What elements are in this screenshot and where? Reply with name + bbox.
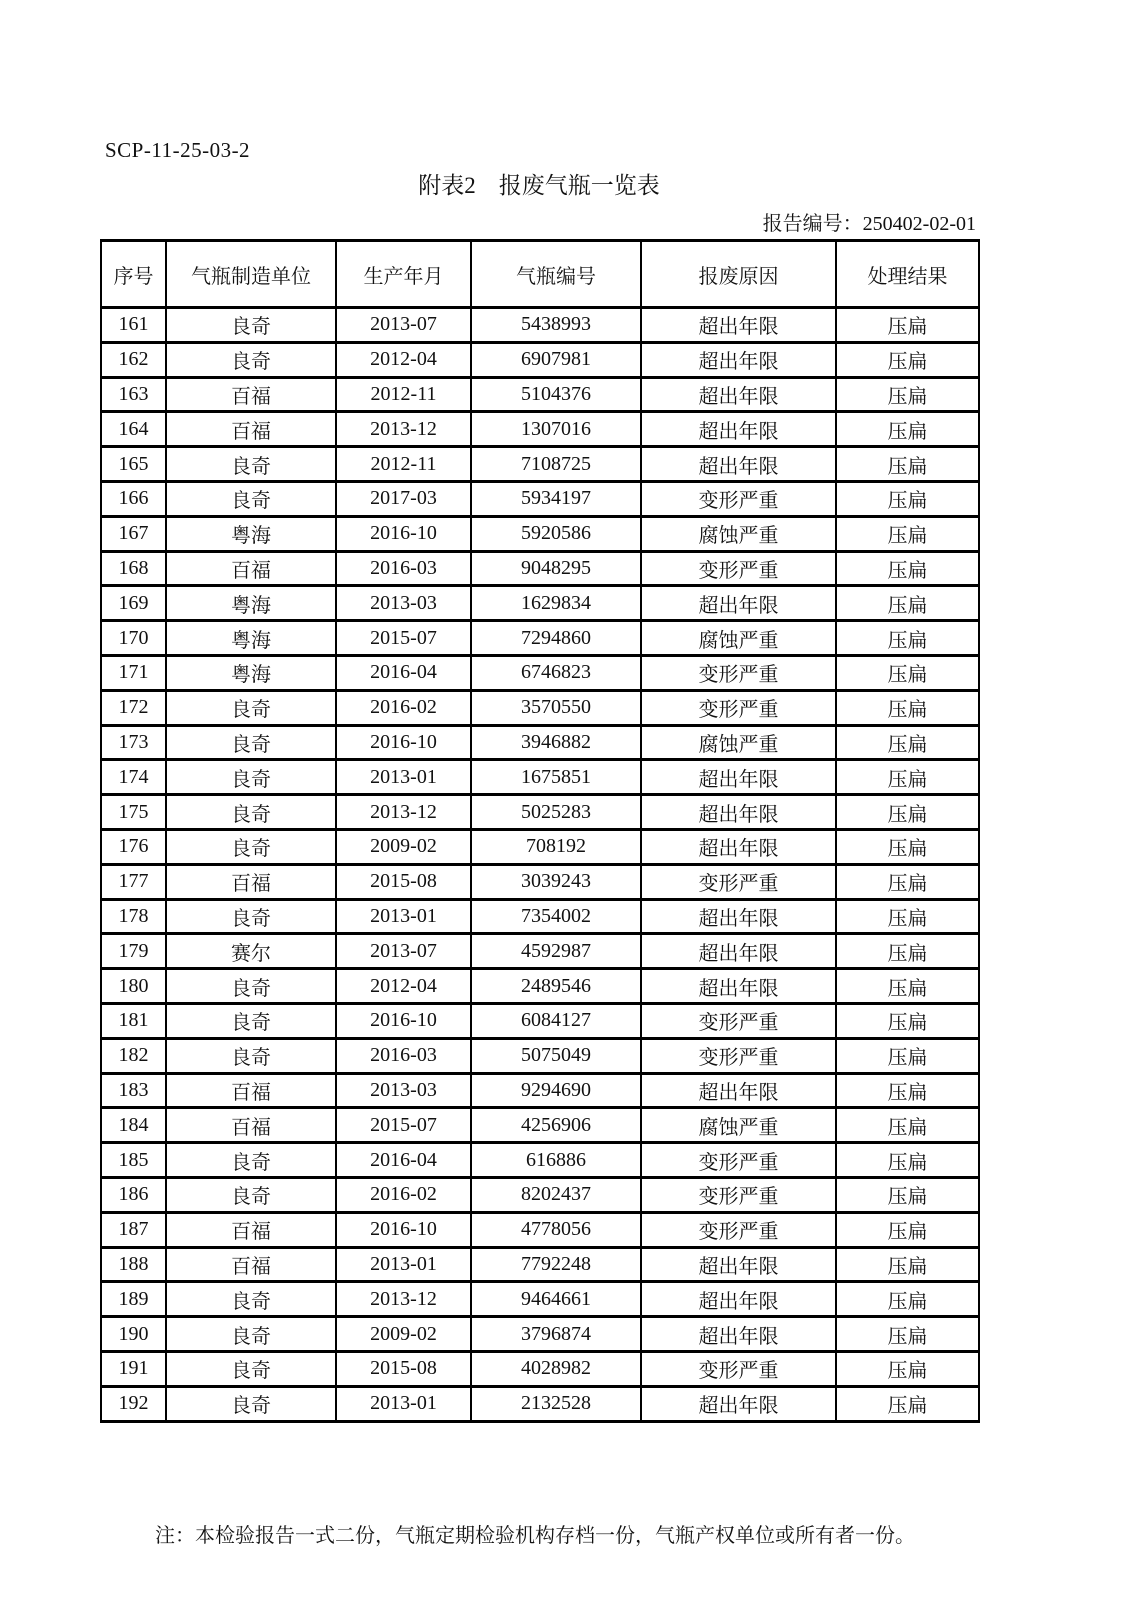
cell-no: 177	[101, 864, 166, 899]
cell-prod_date: 2016-03	[336, 1038, 471, 1073]
cell-result: 压扁	[836, 586, 979, 621]
cell-scrap_reason: 超出年限	[641, 795, 836, 830]
cell-scrap_reason: 超出年限	[641, 447, 836, 482]
table-row	[101, 1317, 979, 1352]
cell-no: 180	[101, 969, 166, 1004]
cell-manufacturer: 良奇	[166, 795, 336, 830]
table-row	[101, 1038, 979, 1073]
cell-result: 压扁	[836, 1282, 979, 1317]
cell-scrap_reason: 变形严重	[641, 690, 836, 725]
cell-manufacturer: 百福	[166, 1108, 336, 1143]
cell-cylinder_no: 5025283	[471, 795, 641, 830]
cell-scrap_reason: 超出年限	[641, 342, 836, 377]
scrap-cylinder-table	[100, 239, 980, 1423]
cell-prod_date: 2013-03	[336, 586, 471, 621]
cell-cylinder_no: 4028982	[471, 1351, 641, 1386]
cell-cylinder_no: 9464661	[471, 1282, 641, 1317]
cell-scrap_reason: 变形严重	[641, 1143, 836, 1178]
cell-result: 压扁	[836, 447, 979, 482]
cell-cylinder_no: 5075049	[471, 1038, 641, 1073]
cell-scrap_reason: 腐蚀严重	[641, 725, 836, 760]
cell-cylinder_no: 9048295	[471, 551, 641, 586]
cell-no: 182	[101, 1038, 166, 1073]
table-row	[101, 621, 979, 656]
cell-cylinder_no: 4592987	[471, 934, 641, 969]
cell-manufacturer: 良奇	[166, 342, 336, 377]
cell-scrap_reason: 变形严重	[641, 1212, 836, 1247]
cell-result: 压扁	[836, 377, 979, 412]
cell-manufacturer: 良奇	[166, 1003, 336, 1038]
cell-manufacturer: 良奇	[166, 899, 336, 934]
footer-note: 注：本检验报告一式二份，气瓶定期检验机构存档一份，气瓶产权单位或所有者一份。	[155, 1524, 915, 1547]
cell-result: 压扁	[836, 1038, 979, 1073]
cell-scrap_reason: 变形严重	[641, 551, 836, 586]
cell-result: 压扁	[836, 481, 979, 516]
cell-scrap_reason: 超出年限	[641, 1073, 836, 1108]
cell-result: 压扁	[836, 690, 979, 725]
cell-scrap_reason: 超出年限	[641, 899, 836, 934]
cell-prod_date: 2015-07	[336, 1108, 471, 1143]
cell-prod_date: 2016-10	[336, 1003, 471, 1038]
cell-prod_date: 2009-02	[336, 1317, 471, 1352]
cell-manufacturer: 良奇	[166, 481, 336, 516]
cell-no: 188	[101, 1247, 166, 1282]
table-row	[101, 690, 979, 725]
cell-no: 169	[101, 586, 166, 621]
cell-cylinder_no: 708192	[471, 829, 641, 864]
cell-result: 压扁	[836, 342, 979, 377]
cell-cylinder_no: 1307016	[471, 412, 641, 447]
cell-prod_date: 2013-12	[336, 412, 471, 447]
cell-no: 183	[101, 1073, 166, 1108]
table-row	[101, 586, 979, 621]
cell-scrap_reason: 腐蚀严重	[641, 621, 836, 656]
cell-result: 压扁	[836, 1003, 979, 1038]
cell-result: 压扁	[836, 551, 979, 586]
table-row	[101, 1247, 979, 1282]
cell-scrap_reason: 变形严重	[641, 864, 836, 899]
cell-scrap_reason: 变形严重	[641, 655, 836, 690]
cell-prod_date: 2016-02	[336, 690, 471, 725]
cell-no: 190	[101, 1317, 166, 1352]
cell-manufacturer: 良奇	[166, 1177, 336, 1212]
cell-prod_date: 2016-03	[336, 551, 471, 586]
cell-no: 167	[101, 516, 166, 551]
cell-no: 174	[101, 760, 166, 795]
cell-result: 压扁	[836, 1351, 979, 1386]
cell-prod_date: 2012-11	[336, 377, 471, 412]
cell-manufacturer: 良奇	[166, 760, 336, 795]
cell-no: 165	[101, 447, 166, 482]
table-row	[101, 377, 979, 412]
cell-prod_date: 2017-03	[336, 481, 471, 516]
cell-result: 压扁	[836, 1386, 979, 1421]
table-row	[101, 447, 979, 482]
cell-scrap_reason: 超出年限	[641, 1386, 836, 1421]
cell-result: 压扁	[836, 760, 979, 795]
cell-scrap_reason: 腐蚀严重	[641, 1108, 836, 1143]
cell-cylinder_no: 3570550	[471, 690, 641, 725]
cell-no: 178	[101, 899, 166, 934]
cell-result: 压扁	[836, 1143, 979, 1178]
cell-result: 压扁	[836, 829, 979, 864]
cell-manufacturer: 粤海	[166, 655, 336, 690]
cell-prod_date: 2016-10	[336, 516, 471, 551]
cell-result: 压扁	[836, 308, 979, 343]
cell-no: 186	[101, 1177, 166, 1212]
cell-prod_date: 2013-12	[336, 1282, 471, 1317]
cell-no: 181	[101, 1003, 166, 1038]
report-number: 报告编号：250402-02-01	[762, 213, 976, 235]
cell-no: 189	[101, 1282, 166, 1317]
cell-prod_date: 2013-01	[336, 1386, 471, 1421]
cell-scrap_reason: 超出年限	[641, 412, 836, 447]
cell-scrap_reason: 超出年限	[641, 934, 836, 969]
table-row	[101, 1003, 979, 1038]
cell-no: 172	[101, 690, 166, 725]
cell-manufacturer: 良奇	[166, 447, 336, 482]
cell-no: 163	[101, 377, 166, 412]
cell-scrap_reason: 变形严重	[641, 1003, 836, 1038]
doc-code: SCP-11-25-03-2	[105, 138, 251, 162]
cell-prod_date: 2016-04	[336, 1143, 471, 1178]
cell-cylinder_no: 6084127	[471, 1003, 641, 1038]
cell-cylinder_no: 5920586	[471, 516, 641, 551]
cell-result: 压扁	[836, 934, 979, 969]
table-row	[101, 969, 979, 1004]
cell-cylinder_no: 5934197	[471, 481, 641, 516]
cell-no: 175	[101, 795, 166, 830]
table-row	[101, 516, 979, 551]
cell-cylinder_no: 3039243	[471, 864, 641, 899]
cell-prod_date: 2015-08	[336, 1351, 471, 1386]
table-row	[101, 1212, 979, 1247]
table-row	[101, 1073, 979, 1108]
table-row	[101, 551, 979, 586]
cell-cylinder_no: 4256906	[471, 1108, 641, 1143]
cell-manufacturer: 赛尔	[166, 934, 336, 969]
cell-scrap_reason: 超出年限	[641, 586, 836, 621]
cell-manufacturer: 百福	[166, 1247, 336, 1282]
cell-prod_date: 2012-04	[336, 969, 471, 1004]
cell-scrap_reason: 变形严重	[641, 481, 836, 516]
table-row	[101, 342, 979, 377]
cell-scrap_reason: 超出年限	[641, 829, 836, 864]
cell-no: 184	[101, 1108, 166, 1143]
table-header-row	[101, 241, 979, 308]
cell-cylinder_no: 7294860	[471, 621, 641, 656]
cell-manufacturer: 百福	[166, 412, 336, 447]
cell-result: 压扁	[836, 1177, 979, 1212]
cell-manufacturer: 良奇	[166, 1282, 336, 1317]
cell-prod_date: 2013-01	[336, 899, 471, 934]
cell-no: 176	[101, 829, 166, 864]
cell-no: 185	[101, 1143, 166, 1178]
column-header-result: 处理结果	[836, 241, 979, 308]
cell-result: 压扁	[836, 795, 979, 830]
cell-cylinder_no: 1675851	[471, 760, 641, 795]
cell-prod_date: 2013-12	[336, 795, 471, 830]
cell-no: 161	[101, 308, 166, 343]
table-row	[101, 1108, 979, 1143]
cell-cylinder_no: 7354002	[471, 899, 641, 934]
table-row	[101, 655, 979, 690]
cell-cylinder_no: 3946882	[471, 725, 641, 760]
cell-manufacturer: 良奇	[166, 829, 336, 864]
cell-no: 168	[101, 551, 166, 586]
table-row	[101, 934, 979, 969]
cell-prod_date: 2016-04	[336, 655, 471, 690]
cell-scrap_reason: 变形严重	[641, 1038, 836, 1073]
table-row	[101, 725, 979, 760]
table-row	[101, 1386, 979, 1421]
column-header-cylinder-no: 气瓶编号	[471, 241, 641, 308]
cell-scrap_reason: 超出年限	[641, 1282, 836, 1317]
column-header-prod-date: 生产年月	[336, 241, 471, 308]
cell-scrap_reason: 变形严重	[641, 1351, 836, 1386]
cell-manufacturer: 百福	[166, 377, 336, 412]
cell-prod_date: 2013-01	[336, 760, 471, 795]
cell-prod_date: 2013-03	[336, 1073, 471, 1108]
cell-cylinder_no: 7108725	[471, 447, 641, 482]
table-row	[101, 1282, 979, 1317]
table-row	[101, 1351, 979, 1386]
table-row	[101, 829, 979, 864]
cell-prod_date: 2016-10	[336, 1212, 471, 1247]
cell-prod_date: 2013-07	[336, 308, 471, 343]
table-row	[101, 412, 979, 447]
cell-manufacturer: 良奇	[166, 1317, 336, 1352]
cell-manufacturer: 良奇	[166, 1351, 336, 1386]
cell-result: 压扁	[836, 969, 979, 1004]
cell-result: 压扁	[836, 1073, 979, 1108]
cell-prod_date: 2012-11	[336, 447, 471, 482]
cell-manufacturer: 百福	[166, 1212, 336, 1247]
cell-result: 压扁	[836, 1212, 979, 1247]
cell-manufacturer: 百福	[166, 1073, 336, 1108]
cell-prod_date: 2016-10	[336, 725, 471, 760]
cell-scrap_reason: 超出年限	[641, 969, 836, 1004]
cell-result: 压扁	[836, 1108, 979, 1143]
cell-manufacturer: 粤海	[166, 621, 336, 656]
cell-no: 170	[101, 621, 166, 656]
table-row	[101, 899, 979, 934]
cell-no: 191	[101, 1351, 166, 1386]
page-title: 附表2 报废气瓶一览表	[418, 173, 660, 198]
cell-manufacturer: 百福	[166, 551, 336, 586]
cell-result: 压扁	[836, 1317, 979, 1352]
cell-scrap_reason: 超出年限	[641, 308, 836, 343]
cell-manufacturer: 粤海	[166, 586, 336, 621]
cell-cylinder_no: 8202437	[471, 1177, 641, 1212]
cell-cylinder_no: 5104376	[471, 377, 641, 412]
cell-no: 166	[101, 481, 166, 516]
cell-cylinder_no: 2489546	[471, 969, 641, 1004]
cell-scrap_reason: 超出年限	[641, 377, 836, 412]
cell-prod_date: 2013-07	[336, 934, 471, 969]
cell-prod_date: 2009-02	[336, 829, 471, 864]
table-body	[101, 308, 979, 1422]
cell-cylinder_no: 5438993	[471, 308, 641, 343]
cell-result: 压扁	[836, 516, 979, 551]
cell-no: 192	[101, 1386, 166, 1421]
cell-manufacturer: 良奇	[166, 725, 336, 760]
cell-scrap_reason: 腐蚀严重	[641, 516, 836, 551]
table-row	[101, 308, 979, 343]
cell-prod_date: 2015-07	[336, 621, 471, 656]
cell-no: 187	[101, 1212, 166, 1247]
cell-result: 压扁	[836, 621, 979, 656]
cell-no: 173	[101, 725, 166, 760]
table-row	[101, 760, 979, 795]
cell-cylinder_no: 2132528	[471, 1386, 641, 1421]
cell-manufacturer: 良奇	[166, 690, 336, 725]
cell-prod_date: 2012-04	[336, 342, 471, 377]
cell-no: 171	[101, 655, 166, 690]
cell-cylinder_no: 9294690	[471, 1073, 641, 1108]
cell-manufacturer: 良奇	[166, 1386, 336, 1421]
cell-cylinder_no: 616886	[471, 1143, 641, 1178]
cell-manufacturer: 良奇	[166, 1143, 336, 1178]
table-row	[101, 1177, 979, 1212]
cell-result: 压扁	[836, 899, 979, 934]
cell-manufacturer: 良奇	[166, 969, 336, 1004]
cell-cylinder_no: 1629834	[471, 586, 641, 621]
cell-manufacturer: 粤海	[166, 516, 336, 551]
cell-cylinder_no: 3796874	[471, 1317, 641, 1352]
cell-cylinder_no: 6907981	[471, 342, 641, 377]
table-row	[101, 795, 979, 830]
cell-manufacturer: 良奇	[166, 1038, 336, 1073]
cell-scrap_reason: 变形严重	[641, 1177, 836, 1212]
cell-no: 164	[101, 412, 166, 447]
cell-scrap_reason: 超出年限	[641, 760, 836, 795]
cell-manufacturer: 良奇	[166, 308, 336, 343]
cell-prod_date: 2015-08	[336, 864, 471, 899]
column-header-scrap-reason: 报废原因	[641, 241, 836, 308]
table-row	[101, 481, 979, 516]
cell-prod_date: 2013-01	[336, 1247, 471, 1282]
cell-cylinder_no: 6746823	[471, 655, 641, 690]
cell-cylinder_no: 7792248	[471, 1247, 641, 1282]
cell-cylinder_no: 4778056	[471, 1212, 641, 1247]
cell-result: 压扁	[836, 864, 979, 899]
cell-no: 162	[101, 342, 166, 377]
table-row	[101, 864, 979, 899]
table-row	[101, 1143, 979, 1178]
cell-result: 压扁	[836, 655, 979, 690]
cell-no: 179	[101, 934, 166, 969]
column-header-manufacturer: 气瓶制造单位	[166, 241, 336, 308]
cell-prod_date: 2016-02	[336, 1177, 471, 1212]
cell-result: 压扁	[836, 1247, 979, 1282]
cell-result: 压扁	[836, 412, 979, 447]
cell-result: 压扁	[836, 725, 979, 760]
cell-scrap_reason: 超出年限	[641, 1247, 836, 1282]
cell-manufacturer: 百福	[166, 864, 336, 899]
column-header-serial: 序号	[101, 241, 166, 308]
cell-scrap_reason: 超出年限	[641, 1317, 836, 1352]
